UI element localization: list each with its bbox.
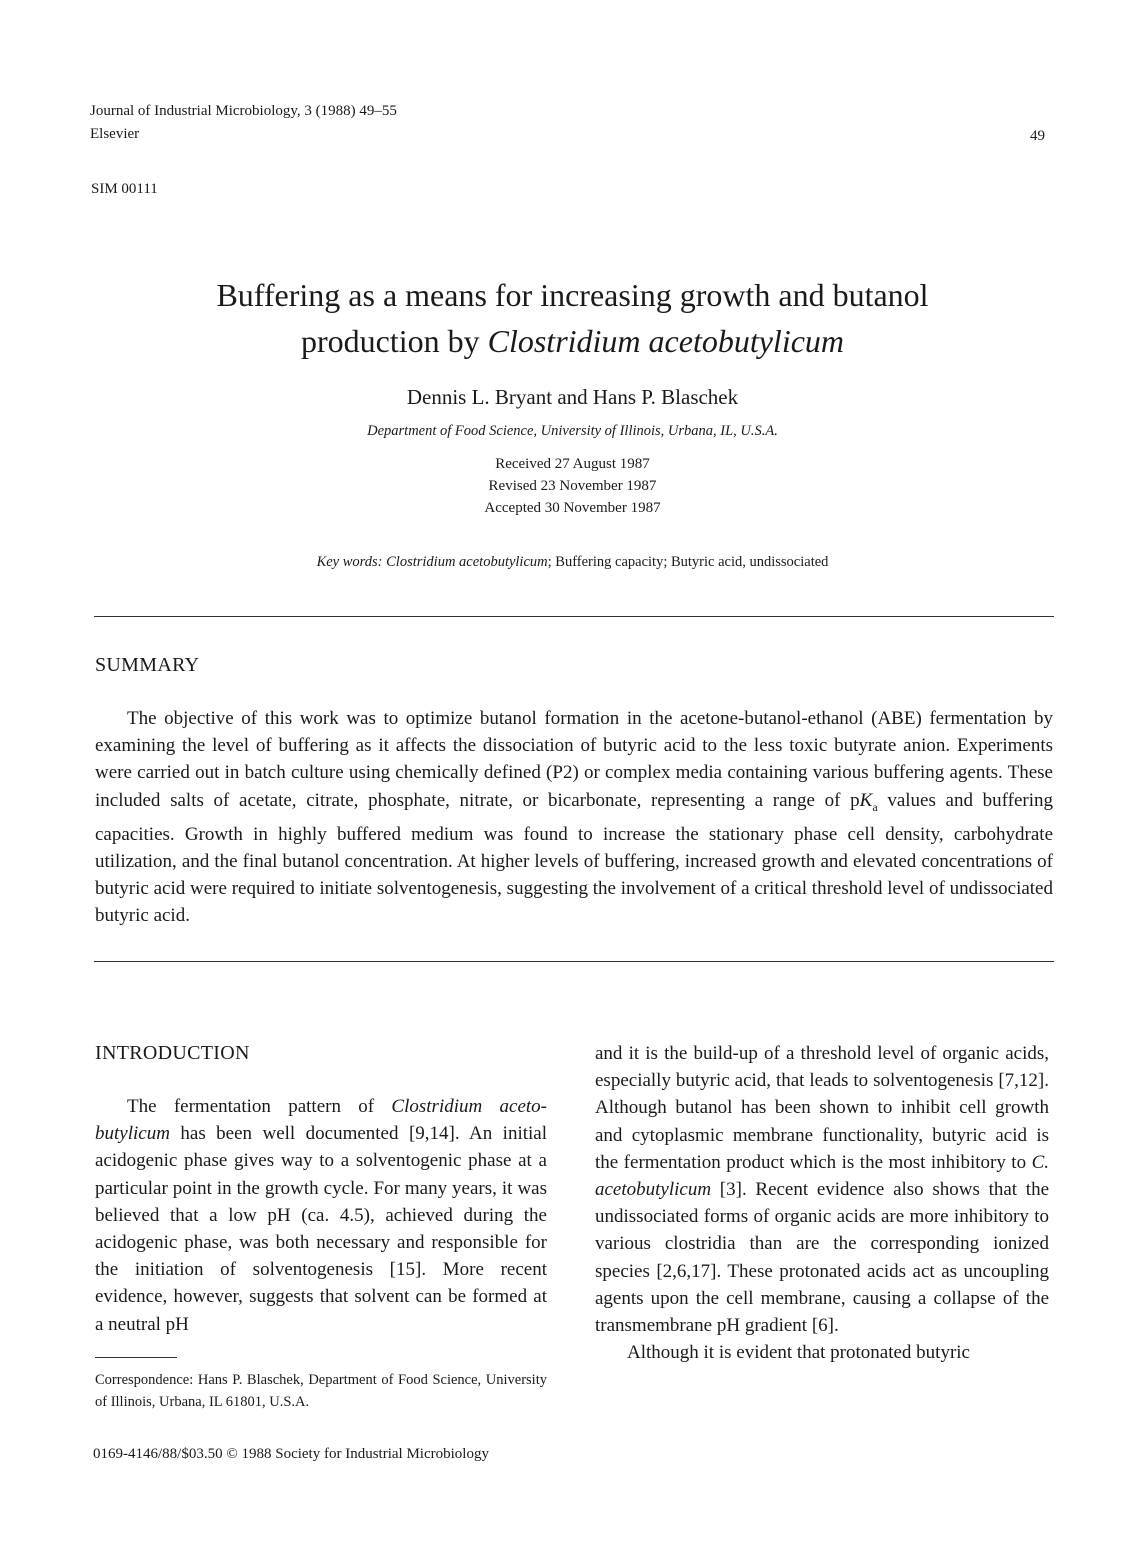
footnote-rule	[95, 1357, 177, 1358]
summary-heading: SUMMARY	[95, 654, 200, 676]
summary-pka-sub: a	[872, 799, 878, 814]
intro-right-paragraph-2: Although it is evident that protonated butyric	[627, 1342, 970, 1364]
intro-p1-a: The fermentation pattern of	[127, 1096, 392, 1117]
intro-right-p1-a: and it is the build-up of a threshold level of organic acids, especially butyric acid, that leads to solventogenesis [7,12]. Although butanol has been shown to inhibit cell growth and cytoplasmic membrane functionality, butyric acid is the fermentation product which is the most inhibitory to	[595, 1043, 1049, 1173]
title-line-1: Buffering as a means for increasing growth and butanol	[216, 277, 929, 313]
divider-bottom	[94, 961, 1054, 962]
revised-date: Revised 23 November 1987	[488, 478, 657, 494]
intro-paragraph-1	[95, 1093, 547, 1338]
summary-pka-k: K	[859, 789, 873, 811]
keywords-organism: Clostridium acetobutylicum	[382, 554, 548, 570]
article-dates	[90, 453, 1055, 519]
journal-citation: Journal of Industrial Microbiology, 3 (1988) 49–55	[90, 103, 397, 119]
divider-top	[94, 616, 1054, 617]
title-line-2: production by	[300, 323, 488, 359]
keywords-list: ; Buffering capacity; Butyric acid, undissociated	[547, 554, 829, 570]
intro-right-paragraph-1	[595, 1040, 1049, 1339]
intro-right-column	[595, 1040, 1049, 1366]
intro-p1-organism: Clostridium aceto-butylicum	[95, 1096, 547, 1145]
sim-code: SIM 00111	[91, 181, 158, 197]
intro-right-p1-organism: C. acetobutylicum	[595, 1151, 1049, 1201]
correspondence-footnote: Correspondence: Hans P. Blaschek, Department of Food Science, University of Illinois, Urbana, IL 61801, U.S.A.	[95, 1372, 547, 1410]
summary-part-2: values and buffering capacities. Growth in highly buffered medium was found to increase the stationary phase cell density, carbohydrate utilization, and the final butanol concentration. At higher levels of buffering, increased growth and elevated concentrations of butyric acid were required to initiate solventogenesis, suggesting the involvement of a critical threshold level of undissociated butyric acid.	[95, 789, 1053, 927]
publisher: Elsevier	[90, 126, 140, 142]
affiliation: Department of Food Science, University of Illinois, Urbana, IL, U.S.A.	[367, 423, 778, 439]
copyright-footer: 0169-4146/88/$03.50 © 1988 Society for Industrial Microbiology	[93, 1446, 489, 1462]
keywords-label: Key words:	[316, 554, 383, 570]
intro-p1-b: has been well documented [9,14]. An initial acidogenic phase gives way to a solventogenic phase at a particular point in the growth cycle. For many years, it was believed that a low pH (ca. 4.5), achieved during the acidogenic phase, was both necessary and responsible for the initiation of solventogenesis [15]. More recent evidence, however, suggests that solvent can be formed at a neutral pH	[95, 1123, 547, 1335]
accepted-date: Accepted 30 November 1987	[484, 500, 661, 516]
received-date: Received 27 August 1987	[495, 456, 650, 472]
page-number: 49	[1030, 128, 1045, 144]
article-title	[90, 272, 1055, 364]
intro-right-p1-b: [3]. Recent evidence also shows that the undissociated forms of organic acids are more inhibitory to various clostridia than are the corresponding ionized species [2,6,17]. These protonated acids act as uncoupling agents upon the cell membrane, causing a collapse of the transmembrane pH gradient [6].	[595, 1179, 1049, 1337]
authors: Dennis L. Bryant and Hans P. Blaschek	[406, 385, 739, 409]
summary-text	[95, 705, 1053, 929]
keywords	[90, 551, 1055, 573]
title-organism: Clostridium acetobutylicum	[487, 323, 845, 359]
introduction-heading: INTRODUCTION	[95, 1042, 250, 1064]
summary-part-1: The objective of this work was to optimize butanol formation in the acetone-butanol-ethanol (ABE) fermentation by examining the level of buffering as it affects the dissociation of butyric acid to the less toxic butyrate anion. Experiments were carried out in batch culture using chemically defined (P2) or complex media containing various buffering agents. These included salts of acetate, citrate, phosphate, nitrate, or bicarbonate, representing a range of p	[95, 708, 1053, 811]
